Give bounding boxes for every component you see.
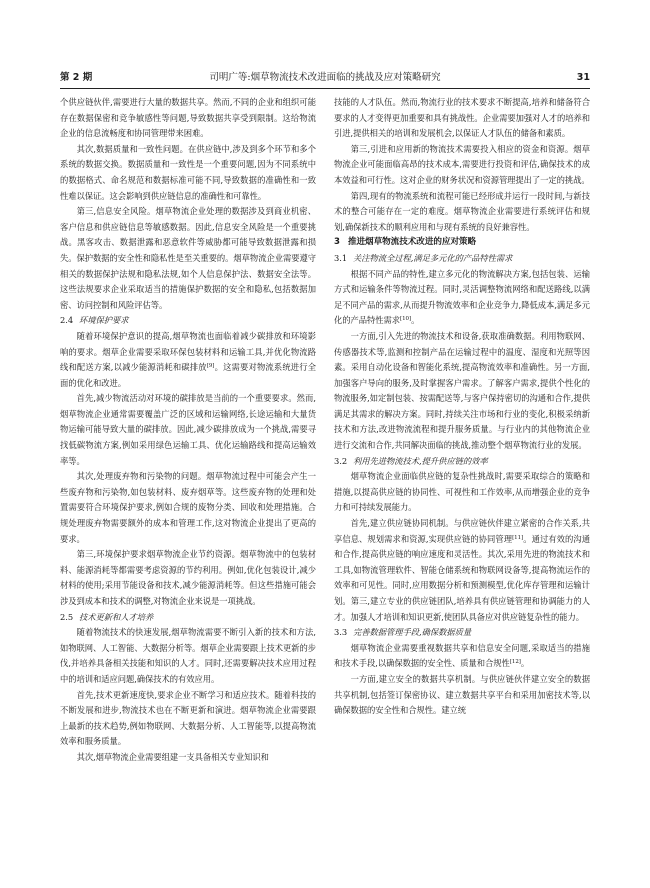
running-title: 司明广等:烟草物流技术改进面临的挑战及应对策略研究 bbox=[209, 72, 441, 83]
section-heading bbox=[334, 454, 590, 470]
right-column bbox=[334, 95, 590, 719]
paragraph-text: 其次,数据质量和一致性问题。在供应链中,涉及到多个环节和多个系统的数据交换。数据质量和一致性是一个重要问题,因为不同系统中的数据格式、命名规范和数据标准可能不同,导致数据的准确性和一致性难以保证。这会影响到供应链信息的准确性和可靠性。 bbox=[60, 143, 316, 201]
paragraph-text: 第四,现有的物流系统和流程可能已经形成并运行一段时间,与新技术的整合可能存在一定的难度。烟草物流企业需要进行系统评估和规划,确保新技术的顺利应用和与现有系统的良好兼容性。 bbox=[334, 190, 590, 232]
paragraph-text: 首先,建立供应链协同机制。与供应链伙伴建立紧密的合作关系,共享信息、规划需求和资源,实现供应链的协同管理 bbox=[334, 518, 590, 544]
paragraph bbox=[60, 204, 316, 313]
paragraph-text: 根据不同产品的特性,建立多元化的物流解决方案,包括包装、运输方式和运输条件等物流过程。同时,灵活调整物流网络和配送路线,以满足不同产品的需求,从而提升物流效率和企业竞争力,降低成本,满足多元化的产品特性需求 bbox=[334, 268, 590, 326]
paragraph bbox=[60, 469, 316, 547]
paragraph bbox=[60, 95, 316, 142]
paragraph-text: 第三,环境保护要求烟草物流企业节约资源。烟草物流中的包装材料、能源消耗等都需要考虑资源的节约利用。例如,优化包装设计,减少材料的使用;采用节能设备和技术,减少能源消耗等。但这些措施可能会涉及到成本和技术的调整,对物流企业来说是一项挑战。 bbox=[60, 549, 316, 606]
section-title: 利用先进物流技术,提升供应链的效率 bbox=[353, 455, 488, 466]
issue-number: 第 2 期 bbox=[60, 72, 93, 83]
paragraph bbox=[334, 329, 590, 454]
paragraph bbox=[60, 329, 316, 391]
paragraph bbox=[60, 547, 316, 609]
section-number: 3.2 bbox=[334, 455, 348, 466]
section-number: 3.3 bbox=[334, 627, 348, 638]
section-title: 完善数据管理手段,确保数据质量 bbox=[353, 627, 472, 638]
section-title: 关注物流全过程,满足多元化的产品特性需求 bbox=[353, 252, 513, 263]
citation-ref: [12] bbox=[509, 659, 521, 666]
paragraph-text: 首先,减少物流活动对环境的碳排放是当前的一个重要要求。然而,烟草物流企业通常需要覆盖广泛的区域和运输网络,长途运输和大量货物运输可能导致大量的碳排放。因此,减少碳排放成为一个挑战,需要寻找低碳物流方案,例如采用绿色运输工具、优化运输路线和提高运输效率等。 bbox=[60, 393, 316, 466]
paragraph-text: 第三,引进和应用新的物流技术需要投入相应的资金和资源。烟草物流企业可能面临高昂的技术成本,需要进行投资和评估,确保技术的成本效益和可行性。这对企业的财务状况和资源管理提出了一定的挑战。 bbox=[334, 143, 590, 185]
section-number: 2.5 bbox=[60, 611, 74, 622]
paragraph-text: 第三,信息安全风险。烟草物流企业处理的数据涉及到商业机密、客户信息和供应链信息等敏感数据。因此,信息安全风险是一个重要挑战。黑客攻击、数据泄露和恶意软件等威胁都可能导致数据泄露和损失。保护数据的安全性和隐私性是至关重要的。烟草物流企业需要遵守相关的数据保护法规和隐私法规,如个人信息保护法、数据安全法等。这些法规要求企业采取适当的措施保护数据的安全和隐私,包括数据加密、访问控制和风险评估等。 bbox=[60, 206, 316, 310]
paragraph bbox=[334, 516, 590, 625]
paragraph-text: 其次,烟草物流企业需要组建一支具备相关专业知识和 bbox=[76, 751, 269, 762]
paragraph-text: 一方面,引入先进的物流技术和设备,获取准确数据。利用物联网、传感器技术等,监测和控制产品在运输过程中的温度、湿度和光照等因素。采用自动化设备和智能化系统,提高物流效率和准确性。另一方面,加强客户导向的服务,及时掌握客户需求。了解客户需求,提供个性化的物流服务,如定制包装、按需配送等,与客户保持密切的沟通和合作,提供满足其需求的解决方案。同时,持续关注市场和行业的变化,积极采纳新技术和方法,改进物流流程和提升服务质量。与行业内的其他物流企业进行交流和合作,共同解决面临的挑战,推动整个烟草物流行业的发展。 bbox=[334, 330, 590, 451]
paragraph bbox=[334, 469, 590, 516]
paragraph bbox=[60, 142, 316, 204]
paragraph-text: 随着环境保护意识的提高,烟草物流也面临着减少碳排放和环境影响的要求。烟草企业需要采取环保包装材料和运输工具,并优化物流路线和配送方案,以减少能源消耗和碳排放 bbox=[60, 330, 316, 373]
paragraph-text: 。通过有效的沟通和合作,提高供应链的响应速度和灵活性。其次,采用先进的物流技术和工具,如物流管理软件、智能仓储系统和物联网设备等,提高物流运作的效率和可见性。同时,应用数据分析和预测模型,优化库存管理和运输计划。第三,建立专业的供应链团队,培养具有供应链管理和协调能力的人才。加强人才培训和知识更新,使团队具备应对供应链复杂性的能力。 bbox=[334, 533, 590, 622]
paragraph-text: 烟草物流企业需要重视数据共享和信息安全问题,采取适当的措施和技术手段,以确保数据的安全性、质量和合规性 bbox=[334, 642, 590, 669]
section-number: 3 bbox=[334, 237, 340, 248]
section-heading bbox=[334, 235, 590, 251]
section-heading bbox=[334, 251, 590, 267]
paragraph-text: 个供应链伙伴,需要进行大量的数据共享。然而,不同的企业和组织可能存在数据保密和竞争敏感性等问题,导致数据共享受到限制。这给物流企业的信息流畅度和协同管理带来困难。 bbox=[60, 97, 316, 139]
section-title: 技术更新和人才培养 bbox=[79, 611, 154, 622]
paragraph-text: 。 bbox=[520, 658, 530, 669]
paragraph bbox=[60, 391, 316, 469]
paragraph bbox=[334, 672, 590, 719]
paragraph bbox=[334, 641, 590, 672]
paragraph-text: 一方面,建立安全的数据共享机制。与供应链伙伴建立安全的数据共享机制,包括签订保密协议、建立数据共享平台和采用加密技术等,以确保数据的安全性和合规性。建立统 bbox=[334, 673, 590, 716]
paragraph-text: 其次,处理废弃物和污染物的问题。烟草物流过程中可能会产生一些废弃物和污染物,如包装材料、废弃烟草等。这些废弃物的处理和处置需要符合环境保护要求,例如合规的废物分类、回收和处理措施。合规处理废弃物需要额外的成本和管理工作,这对物流企业提出了更高的要求。 bbox=[60, 471, 316, 544]
section-title: 推进烟草物流技术改进的应对策略 bbox=[347, 237, 477, 248]
paragraph bbox=[60, 625, 316, 687]
section-heading bbox=[60, 313, 316, 329]
paragraph bbox=[334, 267, 590, 329]
paragraph bbox=[334, 95, 590, 142]
header-rule bbox=[60, 88, 590, 89]
paragraph-text: 技能的人才队伍。然而,物流行业的技术要求不断提高,培养和储备符合要求的人才变得更加重要和具有挑战性。企业需要加强对人才的培养和引进,提供相关的培训和发展机会,以保证人才队伍的储备和素质。 bbox=[334, 97, 590, 139]
page-number: 31 bbox=[576, 72, 590, 83]
paragraph-text: 。这需要对物流系统进行全面的优化和改进。 bbox=[60, 362, 316, 388]
paragraph bbox=[60, 688, 316, 750]
section-number: 2.4 bbox=[60, 315, 74, 326]
section-heading bbox=[60, 610, 316, 626]
paragraph bbox=[334, 142, 590, 189]
citation-ref: [10] bbox=[399, 316, 412, 323]
citation-ref: [9] bbox=[206, 363, 215, 370]
paragraph-text: 首先,技术更新速度快,要求企业不断学习和适应技术。随着科技的不断发展和进步,物流技术也在不断更新和演进。烟草物流企业需要跟上最新的技术趋势,例如物联网、大数据分析、人工智能等,以提高物流效率和服务质量。 bbox=[60, 689, 316, 747]
paragraph bbox=[334, 189, 590, 236]
section-title: 环境保护要求 bbox=[79, 315, 129, 326]
paragraph-text: 烟草物流企业面临供应链的复杂性挑战时,需要采取综合的策略和措施,以提高供应链的协同性、可视性和工作效率,从而增强企业的竞争力和可持续发展能力。 bbox=[334, 471, 590, 513]
running-header bbox=[60, 71, 590, 85]
left-column bbox=[60, 95, 316, 766]
section-number: 3.1 bbox=[334, 252, 348, 263]
paragraph-text: 随着物流技术的快速发展,烟草物流需要不断引入新的技术和方法,如物联网、人工智能、大数据分析等。烟草企业需要跟上技术更新的步伐,并培养具备相关技能和知识的人才。同时,还需要解决技术应用过程中的培训和适应问题,确保技术的有效应用。 bbox=[60, 627, 316, 684]
section-heading bbox=[334, 625, 590, 641]
paragraph-text: 。 bbox=[411, 315, 420, 326]
citation-ref: [11] bbox=[512, 534, 524, 541]
paragraph bbox=[60, 750, 316, 766]
